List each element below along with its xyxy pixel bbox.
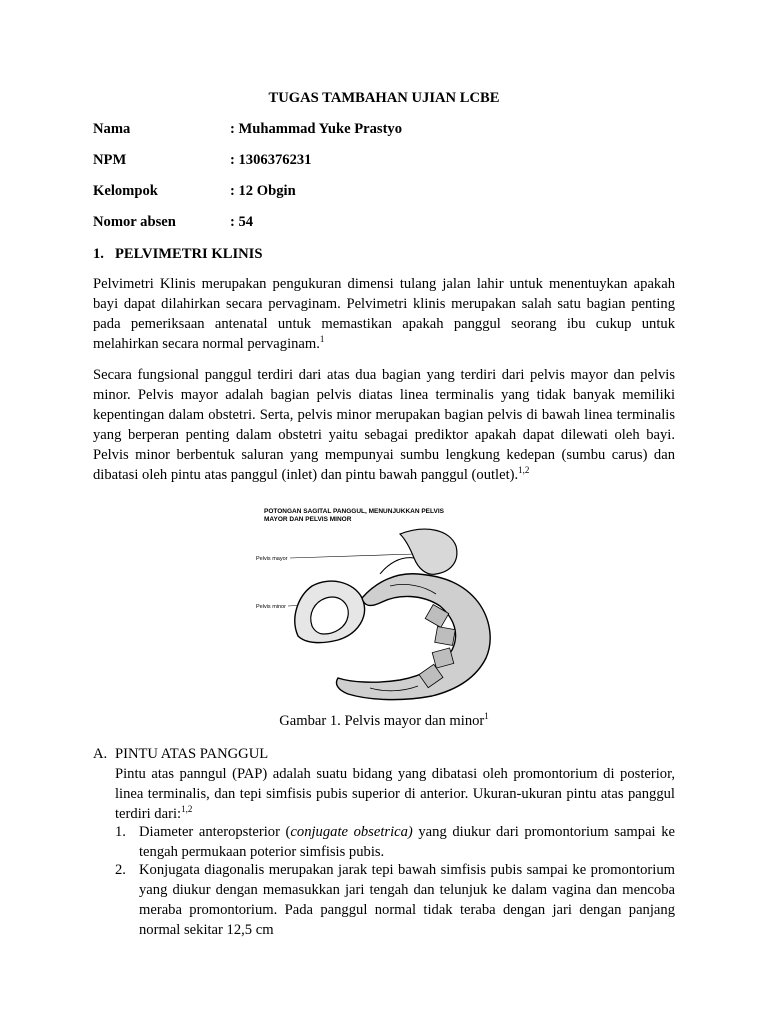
info-label: Nama	[93, 121, 131, 137]
sacrum-coccyx-shape	[336, 574, 490, 700]
info-label: NPM	[93, 152, 127, 168]
list-text-part: yang diukur dari promontorium sampai ke tengah permukaan poterior simfisis pubis.	[139, 824, 675, 860]
label-pelvis-mayor: Pelvis mayor	[256, 556, 288, 562]
figure-title-line1: POTONGAN SAGITAL PANGGUL, MENUNJUKKAN PELVIS	[264, 508, 444, 515]
list-number: 2.	[115, 862, 126, 878]
info-label: Kelompok	[93, 183, 158, 199]
info-row-nomor-absen	[93, 212, 253, 232]
info-value: : 54	[230, 214, 254, 230]
document-title: TUGAS TAMBAHAN UJIAN LCBE	[268, 90, 500, 106]
paragraph-pap-definition	[115, 764, 675, 824]
info-value: : 1306376231	[230, 152, 312, 168]
figure-caption	[0, 711, 768, 731]
info-row-kelompok	[93, 181, 296, 201]
info-value: : Muhammad Yuke Prastyo	[230, 121, 403, 137]
label-pelvis-minor: Pelvis minor	[256, 604, 286, 610]
list-text: Konjugata diagonalis merupakan jarak tepi bawah simfisis pubis sampai ke promontorium yang diukur dengan memasukkan jari tengah dan telunjuk ke dalam vagina dan mencoba meraba promontorium. Pada panggul normal tidak teraba dengan jari dengan panjang normal sekitar 12,5 cm	[139, 862, 675, 938]
citation-ref: 1	[319, 334, 325, 344]
info-row-npm	[93, 150, 311, 170]
section-number: 1.	[93, 246, 104, 262]
figure-title-line2: MAYOR DAN PELVIS MINOR	[264, 516, 352, 523]
section-title: PELVIMETRI KLINIS	[115, 246, 263, 262]
leader-line-mayor	[290, 554, 415, 558]
info-label: Nomor absen	[93, 214, 176, 230]
info-row-nama	[93, 119, 402, 139]
info-value: : 12 Obgin	[230, 183, 296, 199]
vertebra-segment	[435, 627, 456, 646]
list-item-diameter-anteroposterior	[115, 822, 675, 862]
paragraph-text: Pelvimetri Klinis merupakan pengukuran dimensi tulang jalan lahir untuk menentuykan apakah bayi dapat dilahirkan secara pervaginam. Pelvimetri klinis merupakan salah satu bagian penting pada pemeriksaan antenatal untuk memastikan apakah panggul seorang ibu cukup untuk melahirkan secara normal pervaginam.	[93, 276, 675, 352]
list-number: 1.	[115, 824, 126, 840]
paragraph-text: Secara fungsional panggul terdiri dari atas dua bagian yang terdiri dari pelvis mayor dan pelvis minor. Pelvis mayor adalah bagian pelvis diatas linea terminalis yang tidak banyak memiliki kepentingan dalam obstetri. Serta, pelvis minor merupakan bagian pelvis di bawah linea terminalis yang berperan penting dalam obstetri yaitu sebagai prediktor apakah dapat dilewati oleh bayi. Pelvis minor berbentuk saluran yang mempunyai sumbu lengkung kedepan (sumbu carus) dan dibatasi oleh pintu atas panggul (inlet) dan pintu bawah panggul (outlet).	[93, 367, 675, 483]
section-title: PINTU ATAS PANGGUL	[115, 746, 269, 762]
list-text	[139, 822, 675, 862]
paragraph-text: Pintu atas panngul (PAP) adalah suatu bidang yang dibatasi oleh promontorium di posterior, linea terminalis, dan tepi simfisis pubis superior di anterior. Ukuran-ukuran pintu atas panggul terdiri dari:	[115, 766, 675, 822]
citation-ref: 1	[484, 711, 489, 721]
pelvis-sagittal-figure	[250, 502, 522, 704]
pelvis-illustration	[250, 502, 522, 704]
list-text-italic: conjugate obsetrica)	[290, 824, 413, 840]
section-letter: A.	[93, 746, 108, 762]
citation-ref: 1,2	[181, 804, 193, 814]
section-heading-pintu-atas-panggul	[93, 744, 268, 764]
citation-ref: 1,2	[518, 465, 530, 475]
caption-text: Gambar 1. Pelvis mayor dan minor	[279, 713, 485, 729]
pelvic-brim-line	[380, 558, 414, 574]
list-text-part: Diameter anteropsterior (	[139, 824, 291, 840]
iliac-wing-shape	[400, 529, 457, 574]
paragraph-pelvimetri-definition	[93, 274, 675, 354]
paragraph-pelvis-parts	[93, 365, 675, 485]
list-item-konjugata-diagonalis	[115, 860, 675, 940]
section-heading-pelvimetri	[93, 244, 262, 264]
